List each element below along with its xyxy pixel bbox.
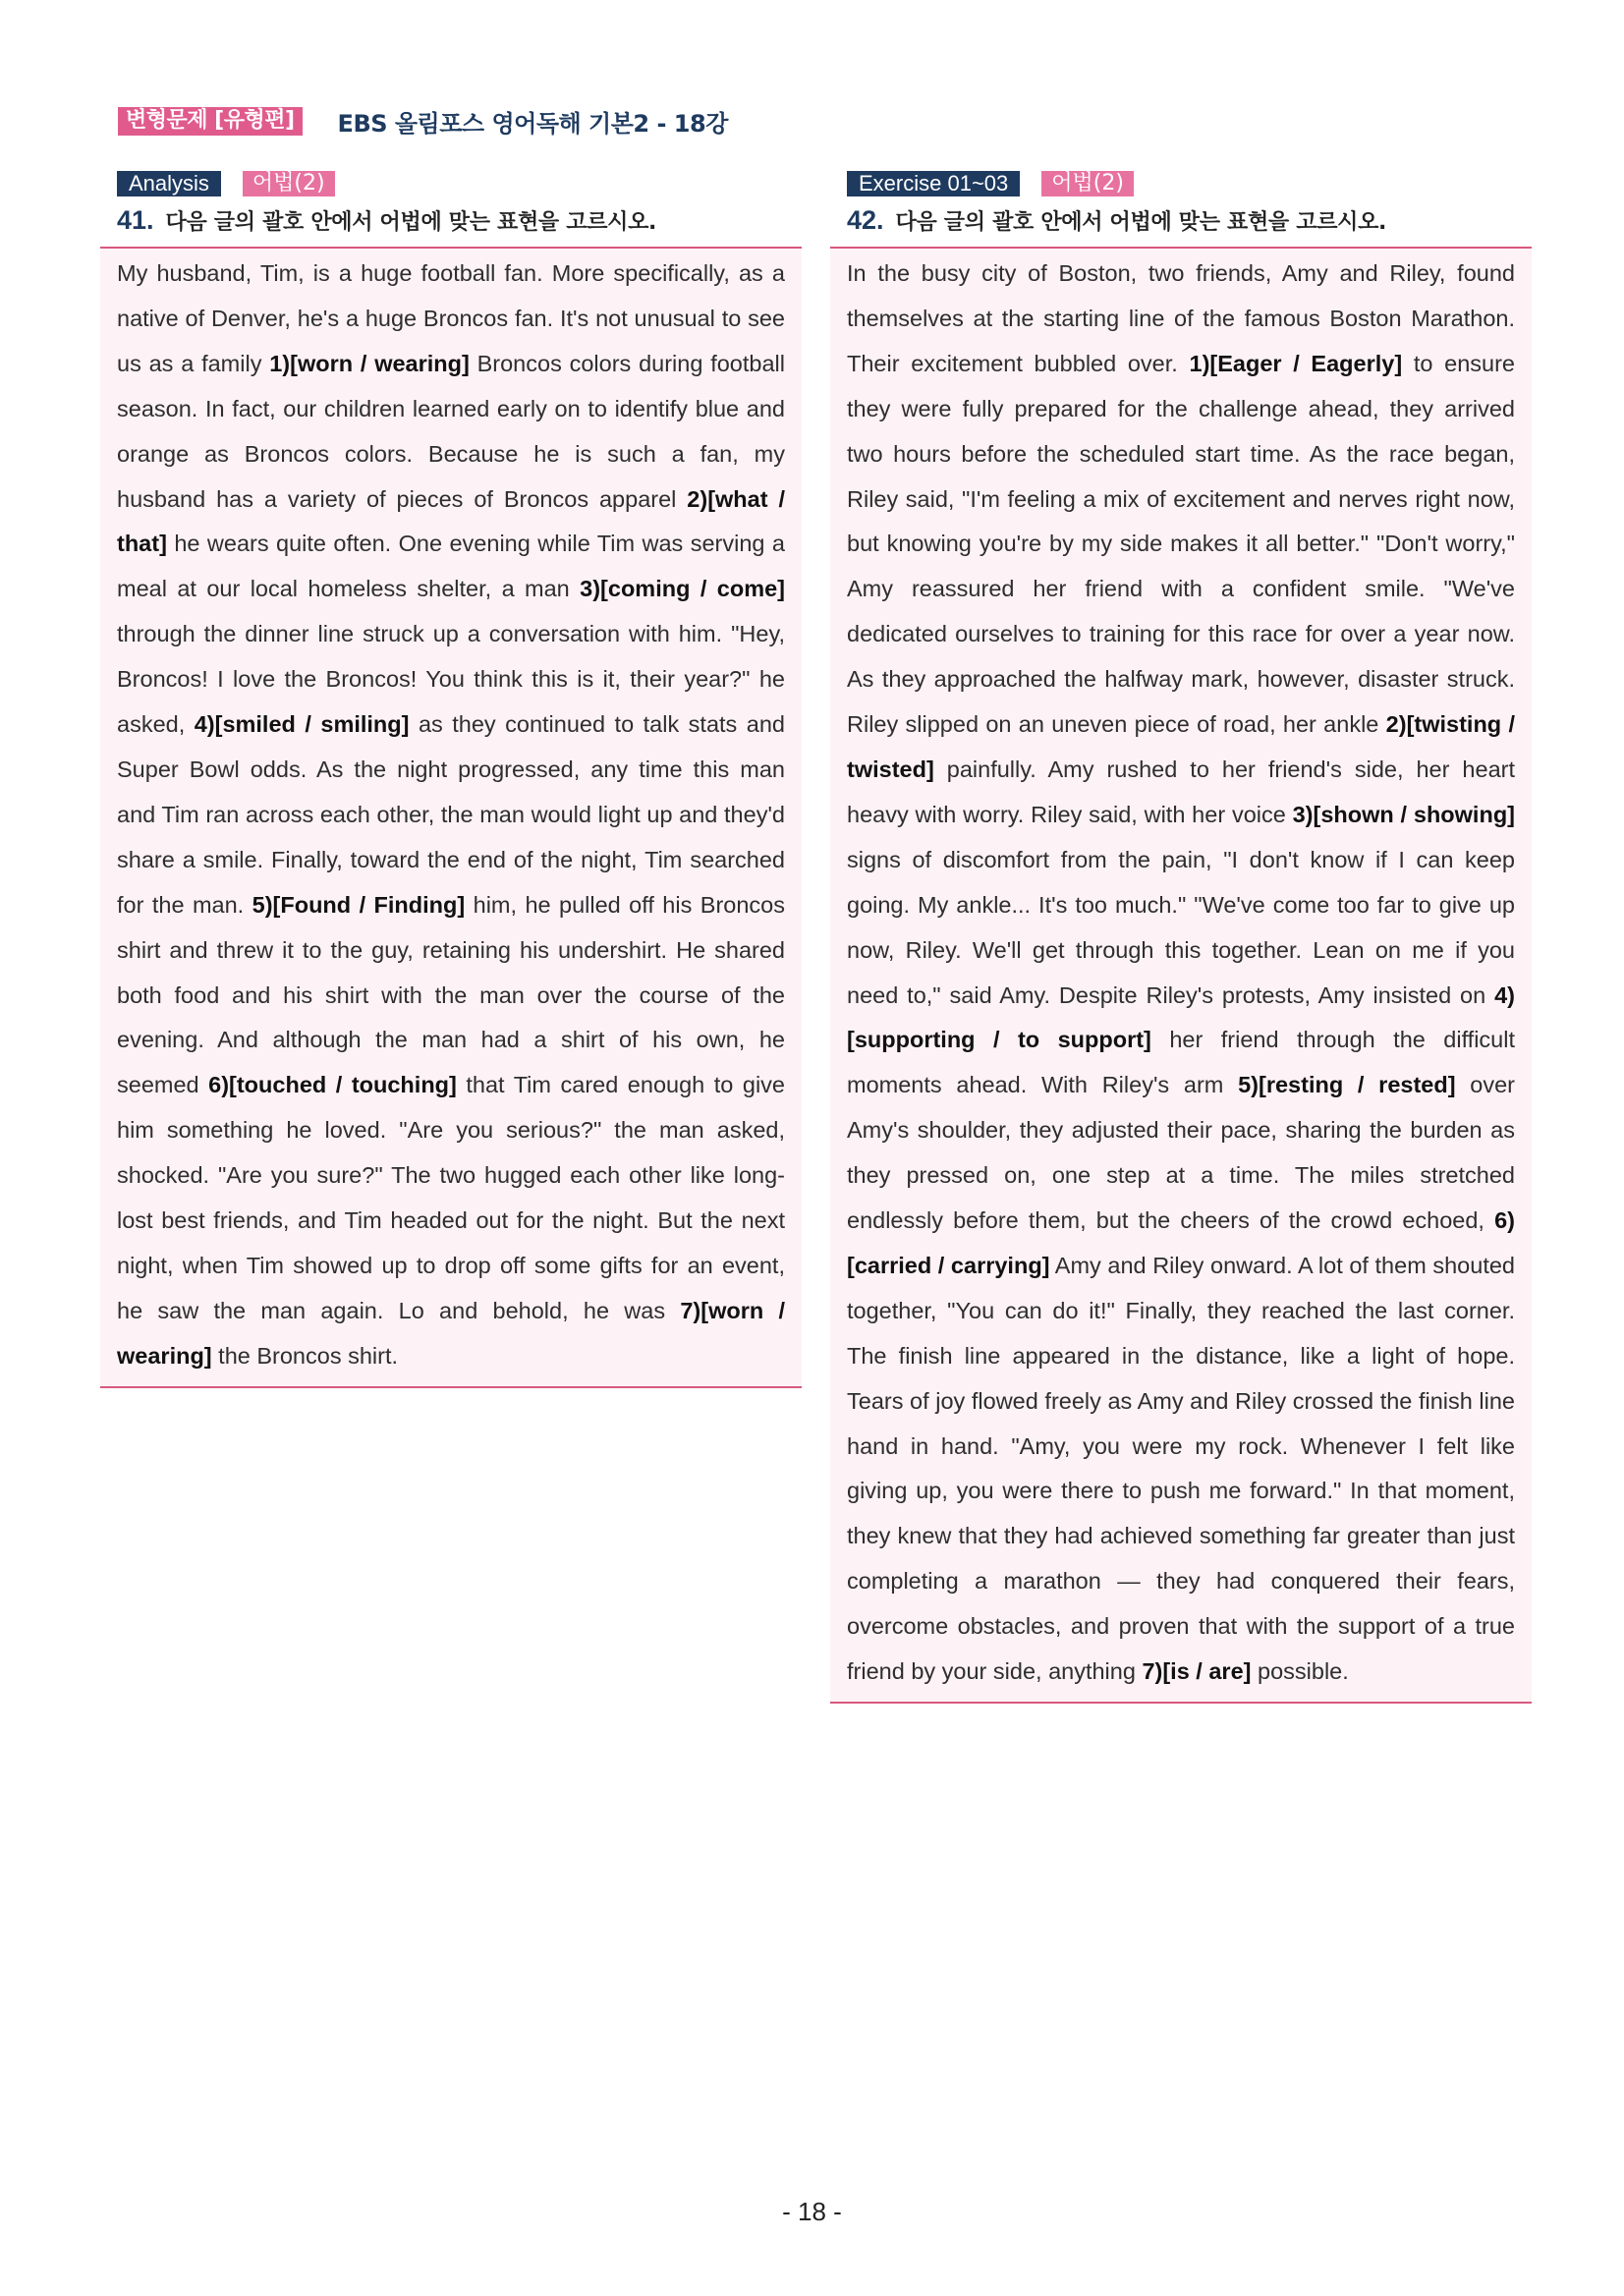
grammar-choice-5: 5)[resting / rested]: [1238, 1072, 1456, 1098]
header-title: EBS 올림포스 영어독해 기본2 - 18강: [337, 110, 728, 138]
grammar-choice-3: 3)[shown / showing]: [1292, 801, 1515, 827]
passage-text-42: [847, 252, 1515, 1695]
passage-segment: Amy and Riley onward. A lot of them shouted together, "You can do it!" Finally, they reached the last corner. The finish line appeared in the distance, like a light of hope. Tears of joy flowed freely as Amy and Riley crossed the finish line hand in hand. "Amy, you were my rock. Whenever I felt like giving up, you were there to push me forward." In that moment, they knew that they had achieved something far greater than just completing a marathon — they had conquered their fears, overcome obstacles, and proven that with the support of a true friend by your side, anything: [847, 1252, 1515, 1685]
category-tag: 어법(2): [1041, 171, 1134, 196]
grammar-choice-1: 1)[worn / wearing]: [269, 350, 470, 376]
left-tag-row: [100, 170, 802, 197]
passage-segment: he wears quite often. One evening while Tim was serving a meal at our local homeless shelter, a man: [117, 531, 785, 602]
passage-segment: that Tim cared enough to give him something he loved. "Are you serious?" the man asked, shocked. "Are you sure?" The two hugged each other like long-lost best friends, and Tim headed out for the night. But the next night, when Tim showed up to drop off some gifts for an event, he saw the man again. Lo and behold, he was: [117, 1072, 785, 1323]
grammar-choice-7: 7)[is / are]: [1142, 1658, 1252, 1685]
question-41: [100, 205, 802, 237]
question-instruction: 다음 글의 괄호 안에서 어법에 맞는 표현을 고르시오.: [165, 210, 657, 235]
section-tag-analysis: Analysis: [117, 171, 221, 196]
passage-box-41: [100, 247, 802, 1388]
passage-text-41: [117, 252, 785, 1379]
passage-box-42: [830, 247, 1532, 1704]
grammar-choice-5: 5)[Found / Finding]: [252, 891, 466, 918]
category-tag: 어법(2): [243, 171, 335, 196]
right-column: [830, 170, 1532, 1704]
grammar-choice-7: 7)[worn / wearing]: [117, 1297, 785, 1369]
grammar-choice-6: 6)[carried / carrying]: [847, 1207, 1515, 1278]
page-header: [118, 104, 728, 139]
question-number: 41.: [117, 205, 154, 235]
passage-segment: to ensure they were fully prepared for the challenge ahead, they arrived two hours before the scheduled start time. As the race began, Riley said, "I'm feeling a mix of excitement and nerves right now, but knowing you're by my side makes it all better." "Don't worry," Amy reassured her friend with a confident smile. "We've dedicated ourselves to training for this race for over a year now. As they approached the halfway mark, however, disaster struck. Riley slipped on an uneven piece of road, her ankle: [847, 350, 1515, 738]
passage-segment: as they continued to talk stats and Super Bowl odds. As the night progressed, any time this man and Tim ran across each other, the man would light up and they'd share a smile. Finally, toward the end of the night, Tim searched for the man.: [117, 711, 785, 918]
passage-segment: Broncos colors during football season. In fact, our children learned early on to identify blue and orange as Broncos colors. Because he is such a fan, my husband has a variety of pieces of Broncos apparel: [117, 350, 785, 512]
right-tag-row: [830, 170, 1532, 197]
grammar-choice-4: 4)[supporting / to support]: [847, 981, 1515, 1053]
grammar-choice-4: 4)[smiled / smiling]: [194, 711, 410, 738]
header-tag: 변형문제 [유형편]: [118, 107, 303, 136]
grammar-choice-2: 2)[twisting / twisted]: [847, 711, 1515, 782]
page-number: - 18 -: [782, 2197, 842, 2226]
left-column: [100, 170, 802, 1388]
grammar-choice-3: 3)[coming / come]: [580, 576, 785, 602]
section-tag-exercise: Exercise 01~03: [847, 171, 1020, 196]
passage-segment: her friend through the difficult moments ahead. With Riley's arm: [847, 1027, 1515, 1098]
grammar-choice-6: 6)[touched / touching]: [208, 1072, 457, 1098]
passage-segment: over Amy's shoulder, they adjusted their pace, sharing the burden as they pressed on, one step at a time. The miles stretched endlessly before them, but the cheers of the crowd echoed,: [847, 1072, 1515, 1234]
passage-segment: My husband, Tim, is a huge football fan. More specifically, as a native of Denver, he's a huge Broncos fan. It's not unusual to see us as a family: [117, 260, 785, 376]
question-42: [830, 205, 1532, 237]
passage-segment: through the dinner line struck up a conversation with him. "Hey, Broncos! I love the Broncos! You think this is it, their year?" he asked,: [117, 621, 785, 738]
question-number: 42.: [847, 205, 884, 235]
grammar-choice-1: 1)[Eager / Eagerly]: [1189, 350, 1403, 376]
passage-segment: In the busy city of Boston, two friends, Amy and Riley, found themselves at the starting line of the famous Boston Marathon. Their excitement bubbled over.: [847, 260, 1515, 376]
passage-segment: signs of discomfort from the pain, "I don't know if I can keep going. My ankle... It's too much." "We've come too far to give up now, Riley. We'll get through this together. Lean on me if you need to," said Amy. Despite Riley's protests, Amy insisted on: [847, 846, 1515, 1008]
grammar-choice-2: 2)[what / that]: [117, 485, 785, 557]
passage-segment: him, he pulled off his Broncos shirt and threw it to the guy, retaining his undershirt. He shared both food and his shirt with the man over the course of the evening. And although the man had a shirt of his own, he seemed: [117, 891, 785, 1098]
passage-segment: possible.: [1251, 1658, 1349, 1685]
passage-segment: the Broncos shirt.: [211, 1342, 399, 1369]
question-instruction: 다음 글의 괄호 안에서 어법에 맞는 표현을 고르시오.: [895, 210, 1387, 235]
passage-segment: painfully. Amy rushed to her friend's side, her heart heavy with worry. Riley said, with her voice: [847, 756, 1515, 827]
